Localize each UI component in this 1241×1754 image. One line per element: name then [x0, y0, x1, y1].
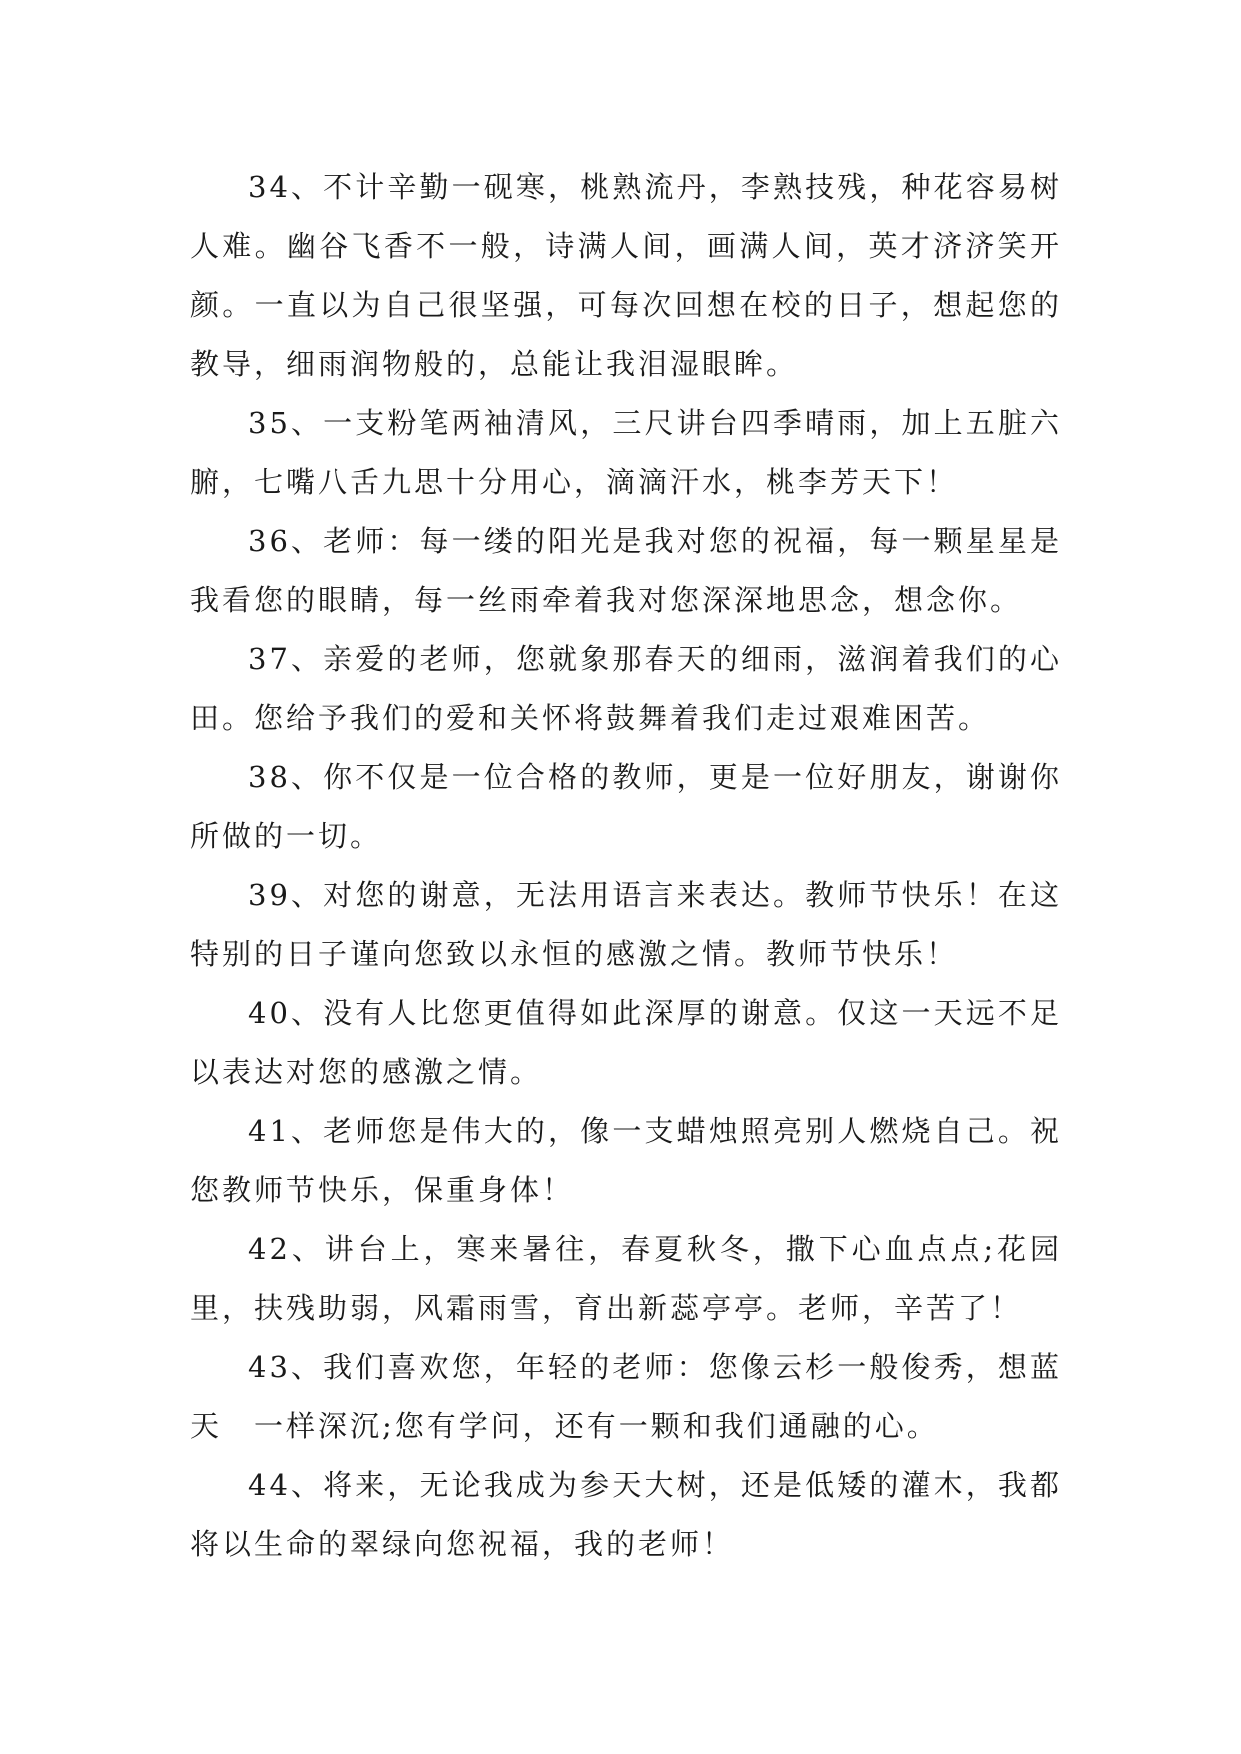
paragraph-36: 36、老师：每一缕的阳光是我对您的祝福，每一颗星星是我看您的眼睛，每一丝雨牵着我对您深深地思念，想念你。 [190, 524, 1062, 617]
paragraph-43: 43、我们喜欢您，年轻的老师：您像云杉一般俊秀，想蓝天 一样深沉;您有学问，还有一颗和我们通融的心。 [190, 1350, 1062, 1443]
paragraph-34: 34、不计辛勤一砚寒，桃熟流丹，李熟技残，种花容易树人难。幽谷飞香不一般，诗满人间，画满人间，英才济济笑开颜。一直以为自己很坚强，可每次回想在校的日子，想起您的教导，细雨润物般的，总能让我泪湿眼眸。 [190, 170, 1062, 381]
paragraph-40: 40、没有人比您更值得如此深厚的谢意。仅这一天远不足以表达对您的感激之情。 [190, 996, 1062, 1089]
paragraph-35: 35、一支粉笔两袖清风，三尺讲台四季晴雨，加上五脏六腑，七嘴八舌九思十分用心，滴滴汗水，桃李芳天下！ [190, 406, 1062, 499]
paragraph-41: 41、老师您是伟大的，像一支蜡烛照亮别人燃烧自己。祝您教师节快乐，保重身体！ [190, 1114, 1062, 1207]
paragraph-39: 39、对您的谢意，无法用语言来表达。教师节快乐！在这特别的日子谨向您致以永恒的感激之情。教师节快乐！ [190, 878, 1062, 971]
paragraph-42: 42、讲台上，寒来暑往，春夏秋冬，撒下心血点点;花园里，扶残助弱，风霜雨雪，育出新蕊亭亭。老师，辛苦了！ [190, 1232, 1062, 1325]
document-body [190, 158, 1062, 1574]
paragraph-44: 44、将来，无论我成为参天大树，还是低矮的灌木，我都将以生命的翠绿向您祝福，我的老师！ [190, 1468, 1062, 1561]
paragraph-37: 37、亲爱的老师，您就象那春天的细雨，滋润着我们的心田。您给予我们的爱和关怀将鼓舞着我们走过艰难困苦。 [190, 642, 1062, 735]
paragraph-38: 38、你不仅是一位合格的教师，更是一位好朋友，谢谢你所做的一切。 [190, 760, 1062, 853]
